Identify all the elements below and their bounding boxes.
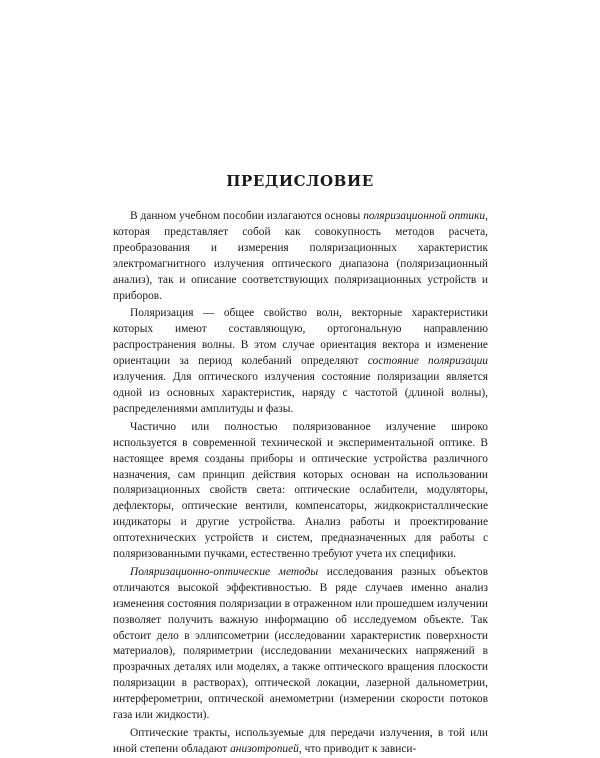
text-span: В данном учебном пособии излагаются основы bbox=[130, 210, 364, 222]
page-title: ПРЕДИСЛОВИЕ bbox=[226, 172, 374, 190]
text-span: , что приводит к зависи- bbox=[298, 742, 417, 755]
paragraph-2 bbox=[113, 306, 488, 417]
text-span: Частично или полностью поляризованное излучение широко используется в современной технической и экспериментальной оптике. В настоящее время созданы приборы и оптические устройства различного назначения, сам принцип действия которых основан на использовании поляризационных свойств света: оптические ослабители, модуляторы, дефлекторы, оптические вентили, компенсаторы, жидкокристаллические индикаторы и другие устройства. Анализ работы и проектирование оптотехнических устройств и систем, предназначенных для работы с поляризованными пучками, естественно требуют учета их специфики. bbox=[113, 420, 488, 561]
text-span: излучения. Для оптического излучения состояние поляризации является одной из основных характеристик, наряду с частотой (длиной волны), распределениями амплитуды и фазы. bbox=[113, 371, 488, 415]
italic-term: Поляризационно-оптические методы bbox=[130, 565, 319, 578]
text-span: Оптические тракты, используемые для передачи излучения, в той или иной степени обладают bbox=[113, 727, 488, 755]
italic-term: анизотропией bbox=[230, 742, 299, 755]
text-span: Поляризация — общее свойство волн, векторные характеристики которых имеют составляющую, ортогональную направлению распространения волны. В этом случае ориентация вектора и изменение ориентации за период колебаний определяют bbox=[113, 307, 488, 368]
paragraph-3 bbox=[113, 420, 488, 563]
body-text bbox=[113, 209, 488, 758]
paragraph-1 bbox=[113, 209, 488, 304]
italic-term: состояние поляризации bbox=[367, 355, 488, 368]
italic-term: поляризационной оптики bbox=[363, 210, 486, 222]
text-span: исследования разных объектов отличаются высокой эффективностью. В ряде случаев именно анализ изменения состояния поляризации в отраженном или прошедшем излучении позволяет получить важную информацию об исследуемом объекте. Так обстоит дело в эллипсометрии (исследовании характеристик поверхности материалов), поляриметрии (исследовании механических напряжений в прозрачных деталях или моделях, а также оптического вращения плоскости поляризации в растворах), оптической локации, лазерной дальнометрии, интерферометрии, оптической анемометрии (измерении скорости потоков газа или жидкости). bbox=[113, 565, 488, 722]
paragraph-5 bbox=[113, 726, 488, 758]
text-span: , которая представляет собой как совокупность методов расчета, преобразования и измерения поляризационных характеристик электромагнитного излучения оптического диапазона (поляризационный анализ), так и описание соответствующих поляризационных устройств и приборов. bbox=[113, 210, 488, 302]
paragraph-4 bbox=[113, 565, 488, 724]
